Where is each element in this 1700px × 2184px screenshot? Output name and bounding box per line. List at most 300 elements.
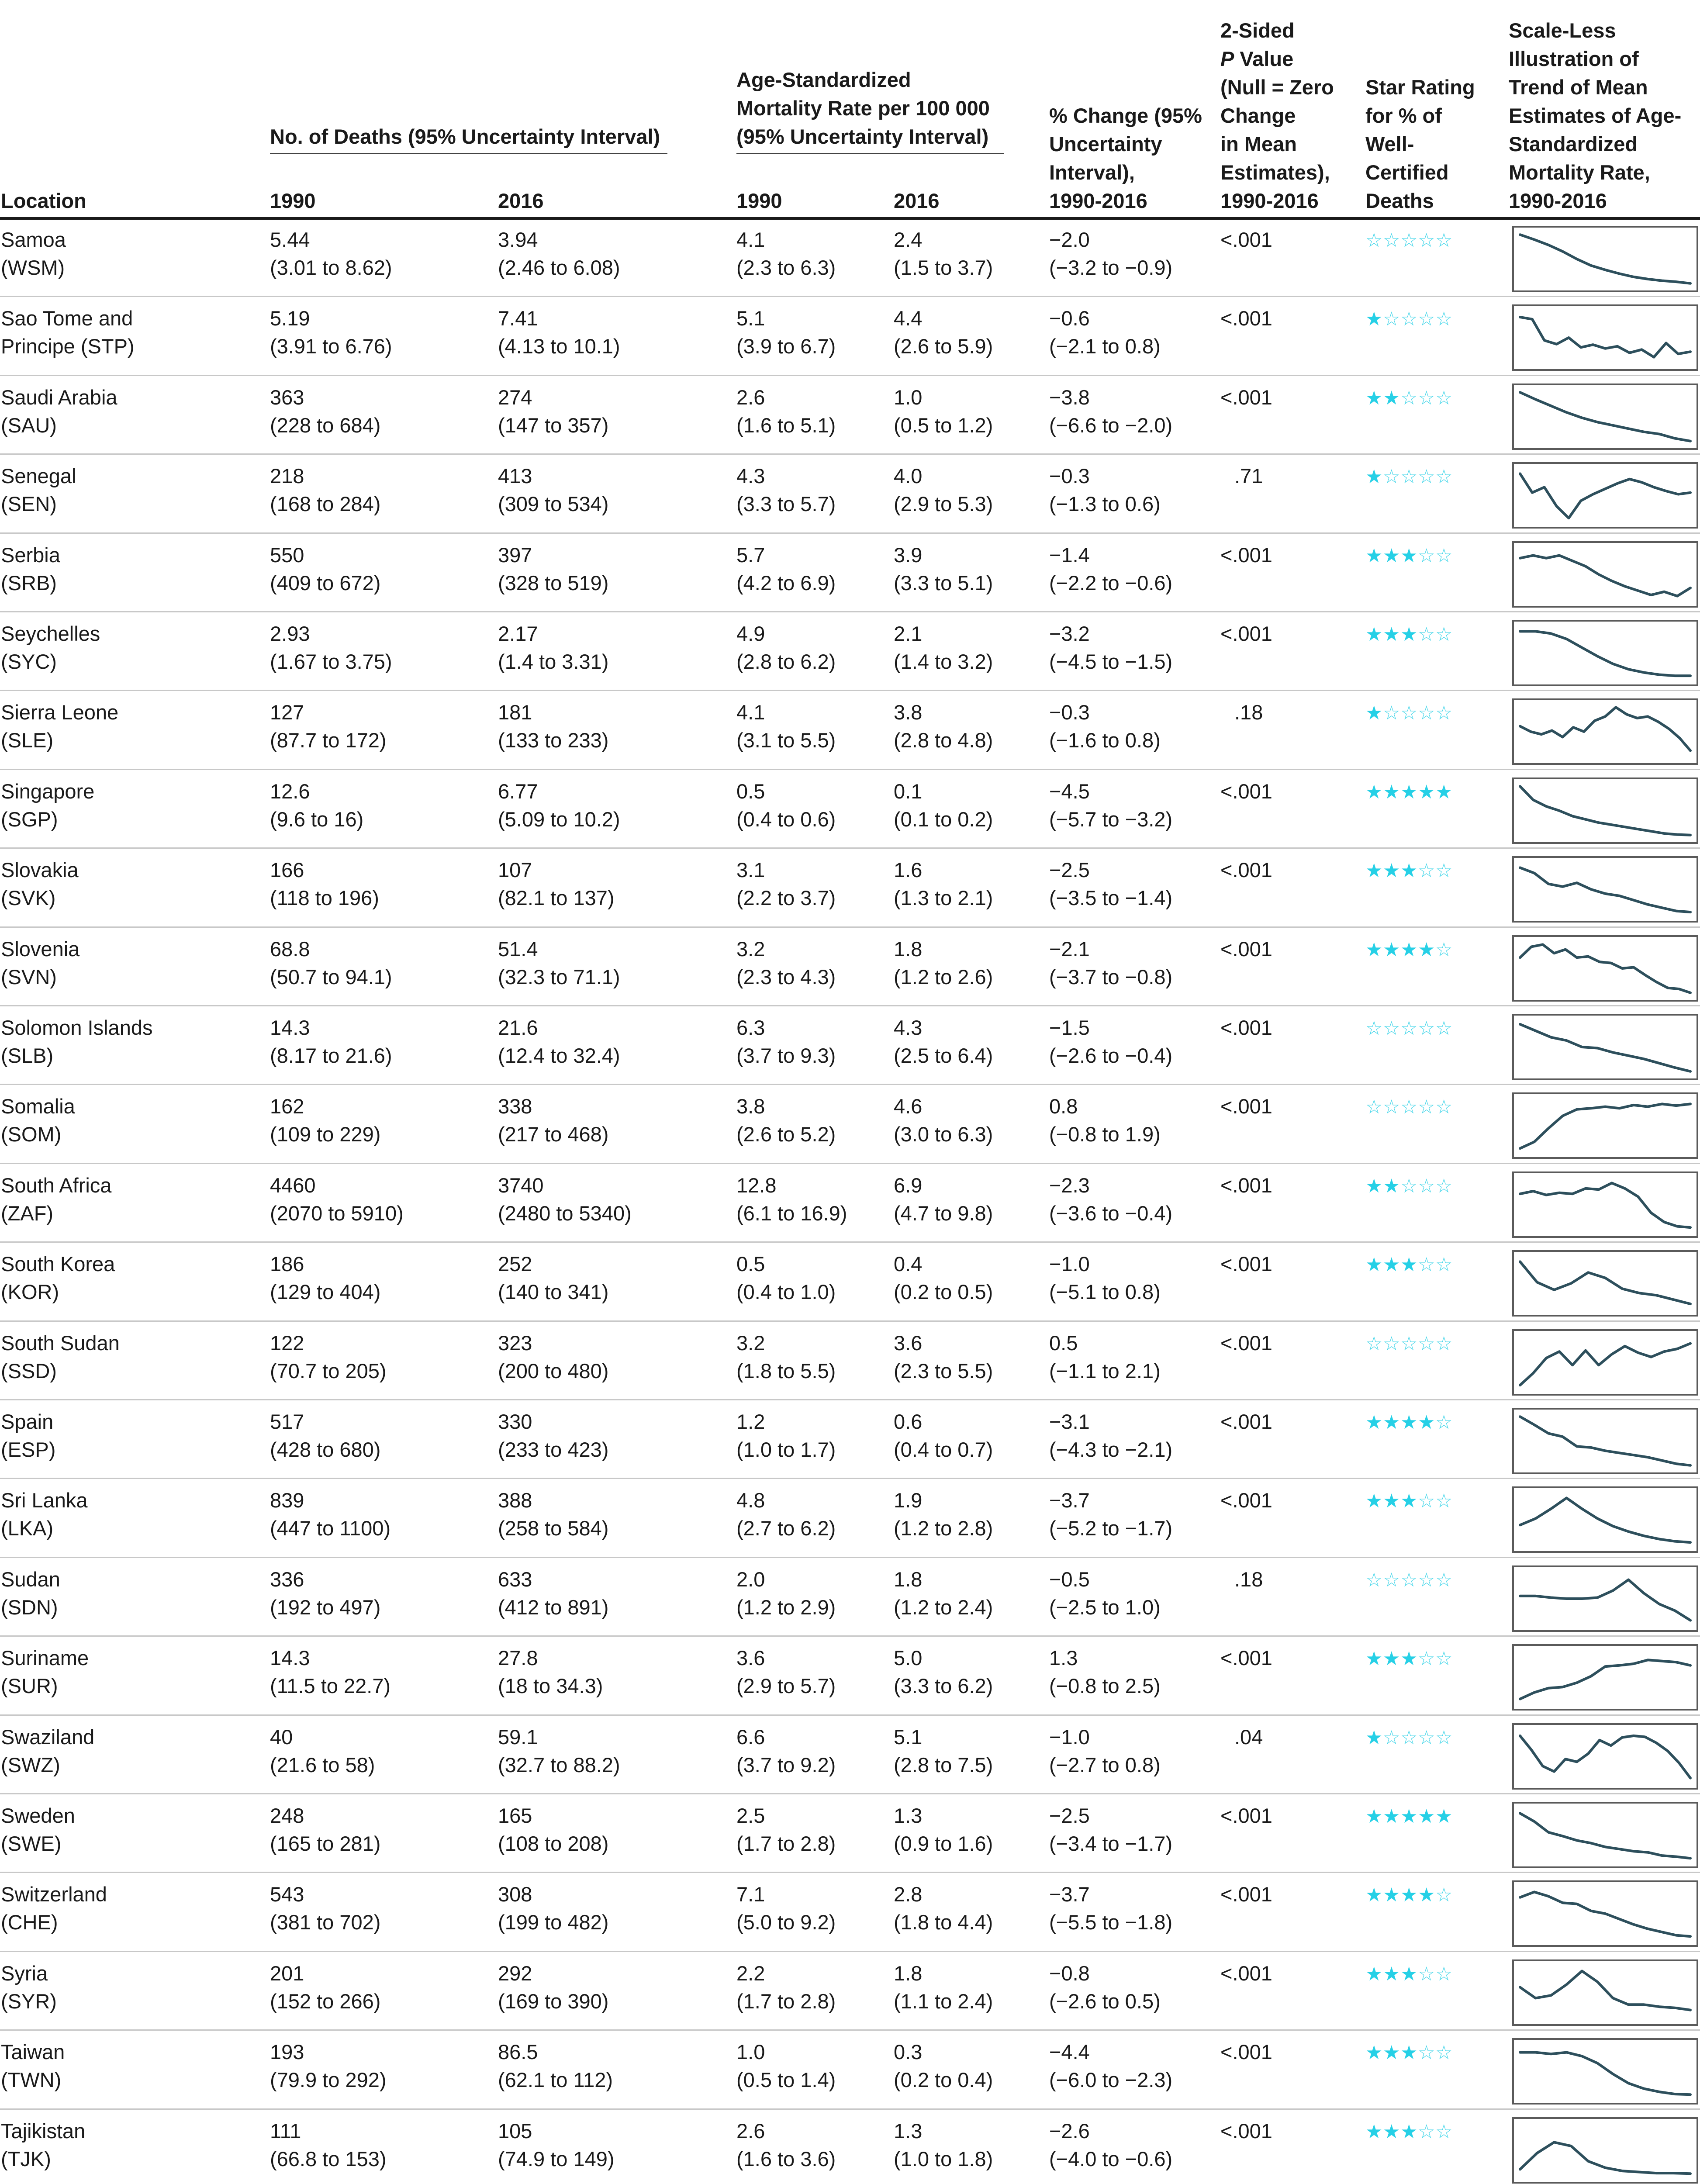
pct-change-value: 0.5 bbox=[1049, 1331, 1078, 1355]
deaths-2016-interval: (328 to 519) bbox=[498, 571, 609, 594]
pct-change-interval: (−5.2 to −1.7) bbox=[1049, 1517, 1173, 1540]
pvalue: <.001 bbox=[1220, 1804, 1272, 1827]
star-filled-icon: ★ bbox=[1400, 544, 1419, 567]
pvalue: <.001 bbox=[1220, 228, 1272, 251]
location-value: Spain bbox=[1, 1410, 54, 1433]
rate-1990-interval: (1.7 to 2.8) bbox=[736, 1832, 836, 1855]
deaths-2016-value: 633 bbox=[498, 1567, 532, 1591]
deaths-2016-value: 6.77 bbox=[498, 779, 538, 803]
location-value: Somalia bbox=[1, 1095, 75, 1118]
header-star-rating: Star Rating for % of Well- Certified Deaths bbox=[1365, 76, 1475, 212]
deaths-1990-interval: (87.7 to 172) bbox=[270, 729, 387, 752]
deaths-2016-value: 165 bbox=[498, 1804, 532, 1827]
trend-frame bbox=[1513, 1487, 1697, 1552]
row-separator bbox=[0, 1478, 1700, 1479]
trend-frame bbox=[1513, 1724, 1697, 1789]
deaths-2016-value: 21.6 bbox=[498, 1016, 538, 1039]
star-empty-icon: ☆ bbox=[1435, 229, 1454, 252]
star-filled-icon: ★ bbox=[1365, 1411, 1384, 1434]
rate-2016-value: 4.0 bbox=[894, 464, 923, 488]
pvalue: .18 bbox=[1234, 701, 1263, 724]
deaths-2016-interval: (74.9 to 149) bbox=[498, 2147, 615, 2170]
row-separator bbox=[0, 453, 1700, 455]
rate-1990-interval: (3.7 to 9.2) bbox=[736, 1753, 836, 1776]
deaths-2016-interval: (4.13 to 10.1) bbox=[498, 335, 620, 358]
rate-2016-interval: (2.8 to 4.8) bbox=[894, 729, 993, 752]
rate-1990-value: 4.1 bbox=[736, 228, 765, 251]
pvalue: <.001 bbox=[1220, 779, 1272, 803]
pvalue: .04 bbox=[1234, 1725, 1263, 1749]
rate-1990-value: 3.6 bbox=[736, 1646, 765, 1670]
location-interval: (SWZ) bbox=[1, 1753, 60, 1776]
rate-1990-value: 3.1 bbox=[736, 858, 765, 882]
location-value: Sudan bbox=[1, 1567, 60, 1591]
pct-change-value: −4.4 bbox=[1049, 2040, 1090, 2064]
deaths-2016-value: 330 bbox=[498, 1410, 532, 1433]
location-interval: Principe (STP) bbox=[1, 335, 135, 358]
location-value: Sao Tome and bbox=[1, 307, 133, 330]
location-value: Sweden bbox=[1, 1804, 75, 1827]
pvalue: <.001 bbox=[1220, 1095, 1272, 1118]
location-value: Suriname bbox=[1, 1646, 89, 1670]
rate-2016-value: 0.3 bbox=[894, 2040, 923, 2064]
header-trend: Scale-Less Illustration of Trend of Mean Estimates of Age- Standardized Mortality Rate, 1990-2016 bbox=[1509, 19, 1682, 212]
star-filled-icon: ★ bbox=[1365, 2120, 1384, 2143]
location-value: Slovenia bbox=[1, 937, 80, 961]
trend-sparkline bbox=[1512, 778, 1698, 844]
rate-1990-value: 2.6 bbox=[736, 385, 765, 409]
pvalue: <.001 bbox=[1220, 858, 1272, 882]
star-filled-icon: ★ bbox=[1383, 1254, 1401, 1276]
row-separator bbox=[0, 1084, 1700, 1085]
rate-2016-value: 4.6 bbox=[894, 1095, 923, 1118]
trend-frame bbox=[1513, 1015, 1697, 1079]
row-separator bbox=[0, 690, 1700, 691]
header-deaths-1990: 1990 bbox=[270, 189, 316, 212]
deaths-1990-value: 127 bbox=[270, 701, 304, 724]
header-rate-1990: 1990 bbox=[736, 189, 782, 212]
rate-2016-interval: (2.9 to 5.3) bbox=[894, 492, 993, 516]
pct-change-interval: (−0.8 to 2.5) bbox=[1049, 1674, 1161, 1698]
star-empty-icon: ☆ bbox=[1400, 466, 1419, 488]
star-filled-icon: ★ bbox=[1400, 1805, 1419, 1828]
deaths-2016-value: 51.4 bbox=[498, 937, 538, 961]
deaths-2016-value: 86.5 bbox=[498, 2040, 538, 2064]
star-empty-icon: ☆ bbox=[1418, 623, 1436, 646]
rate-2016-interval: (1.5 to 3.7) bbox=[894, 256, 993, 279]
star-empty-icon: ☆ bbox=[1435, 544, 1454, 567]
star-rating bbox=[1365, 1413, 1453, 1432]
star-empty-icon: ☆ bbox=[1418, 308, 1436, 331]
rate-2016-interval: (3.3 to 6.2) bbox=[894, 1674, 993, 1698]
deaths-1990-value: 111 bbox=[270, 2119, 301, 2143]
deaths-1990-value: 193 bbox=[270, 2040, 304, 2064]
deaths-1990-value: 40 bbox=[270, 1725, 293, 1749]
header-rate-group: Age-Standardized Mortality Rate per 100 000 (95% Uncertainty Interval) bbox=[736, 68, 990, 148]
pct-change-interval: (−6.6 to −2.0) bbox=[1049, 413, 1173, 437]
trend-sparkline bbox=[1512, 1329, 1698, 1396]
pvalue: <.001 bbox=[1220, 2040, 1272, 2064]
trend-frame bbox=[1513, 1330, 1697, 1395]
rate-2016-interval: (2.3 to 5.5) bbox=[894, 1359, 993, 1382]
star-rating bbox=[1365, 1886, 1453, 1905]
location-value: Singapore bbox=[1, 779, 95, 803]
trend-sparkline bbox=[1512, 304, 1698, 371]
trend-frame bbox=[1513, 1803, 1697, 1867]
star-filled-icon: ★ bbox=[1365, 544, 1384, 567]
star-filled-icon: ★ bbox=[1400, 1884, 1419, 1907]
star-filled-icon: ★ bbox=[1365, 1805, 1384, 1828]
star-filled-icon: ★ bbox=[1365, 1884, 1384, 1907]
deaths-1990-interval: (9.6 to 16) bbox=[270, 807, 364, 831]
rate-2016-interval: (0.1 to 0.2) bbox=[894, 807, 993, 831]
location-value: Taiwan bbox=[1, 2040, 65, 2064]
pvalue: <.001 bbox=[1220, 543, 1272, 567]
star-filled-icon: ★ bbox=[1400, 1254, 1419, 1276]
location-value: Tajikistan bbox=[1, 2119, 86, 2143]
star-empty-icon: ☆ bbox=[1435, 387, 1454, 409]
star-filled-icon: ★ bbox=[1365, 387, 1384, 409]
deaths-2016-interval: (108 to 208) bbox=[498, 1832, 609, 1855]
star-empty-icon: ☆ bbox=[1400, 387, 1419, 409]
star-empty-icon: ☆ bbox=[1418, 387, 1436, 409]
deaths-1990-interval: (66.8 to 153) bbox=[270, 2147, 387, 2170]
deaths-1990-value: 5.19 bbox=[270, 307, 310, 330]
deaths-2016-interval: (1.4 to 3.31) bbox=[498, 650, 609, 673]
pvalue: <.001 bbox=[1220, 1646, 1272, 1670]
location-interval: (CHE) bbox=[1, 1911, 58, 1934]
location-interval: (LKA) bbox=[1, 1517, 54, 1540]
deaths-2016-value: 107 bbox=[498, 858, 532, 882]
pvalue: .18 bbox=[1234, 1567, 1263, 1591]
deaths-2016-value: 413 bbox=[498, 464, 532, 488]
star-filled-icon: ★ bbox=[1383, 860, 1401, 882]
trend-sparkline bbox=[1512, 1408, 1698, 1474]
pct-change-value: 1.3 bbox=[1049, 1646, 1078, 1670]
rate-2016-interval: (2.5 to 6.4) bbox=[894, 1044, 993, 1067]
rate-1990-value: 0.5 bbox=[736, 779, 765, 803]
star-filled-icon: ★ bbox=[1435, 781, 1454, 803]
star-empty-icon: ☆ bbox=[1400, 1726, 1419, 1749]
rate-2016-interval: (3.0 to 6.3) bbox=[894, 1123, 993, 1146]
rate-2016-interval: (1.2 to 2.8) bbox=[894, 1517, 993, 1540]
star-rating bbox=[1365, 783, 1453, 802]
rate-1990-value: 1.2 bbox=[736, 1410, 765, 1433]
deaths-1990-value: 162 bbox=[270, 1095, 304, 1118]
deaths-1990-value: 218 bbox=[270, 464, 304, 488]
star-empty-icon: ☆ bbox=[1383, 229, 1401, 252]
star-filled-icon: ★ bbox=[1400, 1490, 1419, 1513]
trend-sparkline bbox=[1512, 1959, 1698, 2026]
location-interval: (SVK) bbox=[1, 886, 56, 910]
rate-2016-value: 0.6 bbox=[894, 1410, 923, 1433]
deaths-2016-interval: (169 to 390) bbox=[498, 1989, 609, 2013]
row-separator bbox=[0, 375, 1700, 376]
trend-sparkline bbox=[1512, 1250, 1698, 1317]
row-separator bbox=[0, 1714, 1700, 1716]
star-empty-icon: ☆ bbox=[1400, 1017, 1419, 1040]
star-filled-icon: ★ bbox=[1383, 1805, 1401, 1828]
location-value: South Korea bbox=[1, 1252, 115, 1276]
star-filled-icon: ★ bbox=[1383, 938, 1401, 961]
pct-change-interval: (−4.0 to −0.6) bbox=[1049, 2147, 1173, 2170]
deaths-2016-interval: (2.46 to 6.08) bbox=[498, 256, 620, 279]
star-filled-icon: ★ bbox=[1400, 938, 1419, 961]
star-empty-icon: ☆ bbox=[1418, 544, 1436, 567]
location-value: Seychelles bbox=[1, 622, 100, 645]
location-value: South Sudan bbox=[1, 1331, 120, 1355]
trend-sparkline bbox=[1512, 541, 1698, 608]
row-separator bbox=[0, 1557, 1700, 1558]
pct-change-interval: (−1.3 to 0.6) bbox=[1049, 492, 1161, 516]
deaths-1990-interval: (118 to 196) bbox=[270, 886, 379, 910]
row-separator bbox=[0, 1241, 1700, 1243]
trend-sparkline bbox=[1512, 1486, 1698, 1553]
star-empty-icon: ☆ bbox=[1435, 1411, 1454, 1434]
star-filled-icon: ★ bbox=[1365, 702, 1384, 725]
location-interval: (SYC) bbox=[1, 650, 57, 673]
star-filled-icon: ★ bbox=[1365, 1963, 1384, 1985]
star-empty-icon: ☆ bbox=[1435, 2042, 1454, 2064]
star-filled-icon: ★ bbox=[1400, 623, 1419, 646]
header-deaths-2016: 2016 bbox=[498, 189, 544, 212]
location-value: Syria bbox=[1, 1961, 48, 1985]
rate-2016-value: 4.3 bbox=[894, 1016, 923, 1039]
trend-frame bbox=[1513, 857, 1697, 922]
location-value: Samoa bbox=[1, 228, 66, 251]
pvalue: <.001 bbox=[1220, 1016, 1272, 1039]
trend-sparkline bbox=[1512, 2117, 1698, 2184]
rate-1990-interval: (2.7 to 6.2) bbox=[736, 1517, 836, 1540]
star-filled-icon: ★ bbox=[1418, 1411, 1436, 1434]
star-filled-icon: ★ bbox=[1400, 781, 1419, 803]
pct-change-interval: (−2.6 to −0.4) bbox=[1049, 1044, 1173, 1067]
row-separator bbox=[0, 2108, 1700, 2110]
star-filled-icon: ★ bbox=[1418, 781, 1436, 803]
pct-change-interval: (−2.7 to 0.8) bbox=[1049, 1753, 1161, 1776]
rate-2016-interval: (0.2 to 0.4) bbox=[894, 2068, 993, 2092]
pct-change-interval: (−3.2 to −0.9) bbox=[1049, 256, 1173, 279]
star-rating bbox=[1365, 231, 1453, 250]
trend-sparkline bbox=[1512, 462, 1698, 529]
star-filled-icon: ★ bbox=[1365, 1175, 1384, 1197]
pct-change-interval: (−1.6 to 0.8) bbox=[1049, 729, 1161, 752]
deaths-1990-value: 248 bbox=[270, 1804, 304, 1827]
location-interval: (ZAF) bbox=[1, 1201, 54, 1225]
rate-2016-interval: (1.8 to 4.4) bbox=[894, 1911, 993, 1934]
star-filled-icon: ★ bbox=[1383, 1175, 1401, 1197]
location-interval: (SYR) bbox=[1, 1989, 57, 2013]
pvalue: <.001 bbox=[1220, 307, 1272, 330]
row-separator bbox=[0, 611, 1700, 612]
deaths-1990-value: 201 bbox=[270, 1961, 304, 1985]
trend-sparkline bbox=[1512, 1014, 1698, 1080]
row-separator bbox=[0, 847, 1700, 849]
star-empty-icon: ☆ bbox=[1435, 623, 1454, 646]
location-value: Senegal bbox=[1, 464, 76, 488]
pvalue: <.001 bbox=[1220, 1331, 1272, 1355]
pct-change-value: −1.4 bbox=[1049, 543, 1090, 567]
rate-1990-interval: (1.0 to 1.7) bbox=[736, 1438, 836, 1461]
star-rating bbox=[1365, 546, 1453, 566]
rate-2016-value: 2.8 bbox=[894, 1883, 923, 1906]
star-rating bbox=[1365, 625, 1453, 644]
header-pct-change: % Change (95% Uncertainty Interval), 1990-2016 bbox=[1049, 104, 1202, 212]
location-interval: (TWN) bbox=[1, 2068, 62, 2092]
pct-change-interval: (−4.5 to −1.5) bbox=[1049, 650, 1173, 673]
deaths-1990-interval: (165 to 281) bbox=[270, 1832, 381, 1855]
rate-1990-interval: (0.5 to 1.4) bbox=[736, 2068, 836, 2092]
rate-2016-interval: (0.4 to 0.7) bbox=[894, 1438, 993, 1461]
trend-sparkline bbox=[1512, 856, 1698, 923]
row-separator bbox=[0, 1635, 1700, 1637]
pvalue: <.001 bbox=[1220, 1883, 1272, 1906]
deaths-2016-value: 323 bbox=[498, 1331, 532, 1355]
star-filled-icon: ★ bbox=[1365, 1648, 1384, 1670]
location-interval: (SDN) bbox=[1, 1595, 58, 1619]
star-filled-icon: ★ bbox=[1383, 544, 1401, 567]
location-interval: (SEN) bbox=[1, 492, 57, 516]
star-empty-icon: ☆ bbox=[1418, 1096, 1436, 1119]
star-rating bbox=[1365, 1098, 1453, 1117]
star-rating bbox=[1365, 1492, 1453, 1511]
pct-change-value: −2.5 bbox=[1049, 1804, 1090, 1827]
star-filled-icon: ★ bbox=[1400, 2042, 1419, 2064]
rate-1990-value: 0.5 bbox=[736, 1252, 765, 1276]
star-empty-icon: ☆ bbox=[1435, 1017, 1454, 1040]
star-empty-icon: ☆ bbox=[1418, 1963, 1436, 1985]
star-empty-icon: ☆ bbox=[1383, 308, 1401, 331]
deaths-1990-interval: (1.67 to 3.75) bbox=[270, 650, 392, 673]
star-empty-icon: ☆ bbox=[1418, 2120, 1436, 2143]
star-empty-icon: ☆ bbox=[1365, 1017, 1384, 1040]
star-filled-icon: ★ bbox=[1365, 308, 1384, 331]
row-separator bbox=[0, 2029, 1700, 2031]
location-value: Sierra Leone bbox=[1, 701, 119, 724]
pct-change-value: −3.8 bbox=[1049, 385, 1090, 409]
pct-change-interval: (−5.5 to −1.8) bbox=[1049, 1911, 1173, 1934]
star-empty-icon: ☆ bbox=[1418, 1490, 1436, 1513]
rate-2016-interval: (1.3 to 2.1) bbox=[894, 886, 993, 910]
location-interval: (KOR) bbox=[1, 1280, 59, 1304]
star-empty-icon: ☆ bbox=[1435, 1963, 1454, 1985]
pct-change-value: 0.8 bbox=[1049, 1095, 1078, 1118]
rate-1990-interval: (0.4 to 1.0) bbox=[736, 1280, 836, 1304]
star-filled-icon: ★ bbox=[1365, 938, 1384, 961]
location-interval: (SWE) bbox=[1, 1832, 62, 1855]
rate-2016-interval: (2.8 to 7.5) bbox=[894, 1753, 993, 1776]
deaths-1990-value: 14.3 bbox=[270, 1016, 310, 1039]
rate-1990-value: 2.5 bbox=[736, 1804, 765, 1827]
star-filled-icon: ★ bbox=[1383, 387, 1401, 409]
star-empty-icon: ☆ bbox=[1435, 1884, 1454, 1907]
deaths-2016-interval: (217 to 468) bbox=[498, 1123, 609, 1146]
rate-2016-interval: (1.4 to 3.2) bbox=[894, 650, 993, 673]
star-rating bbox=[1365, 2043, 1453, 2063]
header-rule bbox=[0, 217, 1700, 220]
pct-change-interval: (−3.7 to −0.8) bbox=[1049, 965, 1173, 988]
star-filled-icon: ★ bbox=[1365, 781, 1384, 803]
deaths-1990-value: 543 bbox=[270, 1883, 304, 1906]
star-empty-icon: ☆ bbox=[1418, 1254, 1436, 1276]
trend-frame bbox=[1513, 463, 1697, 528]
row-separator bbox=[0, 1320, 1700, 1322]
pct-change-interval: (−2.1 to 0.8) bbox=[1049, 335, 1161, 358]
deaths-2016-value: 3.94 bbox=[498, 228, 538, 251]
star-filled-icon: ★ bbox=[1383, 1648, 1401, 1670]
deaths-1990-interval: (50.7 to 94.1) bbox=[270, 965, 392, 988]
row-separator bbox=[0, 1951, 1700, 1952]
rate-1990-interval: (2.3 to 4.3) bbox=[736, 965, 836, 988]
deaths-1990-interval: (2070 to 5910) bbox=[270, 1201, 404, 1225]
rate-1990-value: 1.0 bbox=[736, 2040, 765, 2064]
pvalue: <.001 bbox=[1220, 1489, 1272, 1512]
rate-1990-interval: (3.7 to 9.3) bbox=[736, 1044, 836, 1067]
pct-change-value: −2.5 bbox=[1049, 858, 1090, 882]
star-empty-icon: ☆ bbox=[1435, 2120, 1454, 2143]
star-filled-icon: ★ bbox=[1365, 2042, 1384, 2064]
trend-frame bbox=[1513, 1566, 1697, 1631]
pvalue: <.001 bbox=[1220, 1961, 1272, 1985]
location-value: Swaziland bbox=[1, 1725, 95, 1749]
rate-1990-value: 2.0 bbox=[736, 1567, 765, 1591]
deaths-1990-interval: (409 to 672) bbox=[270, 571, 381, 594]
star-filled-icon: ★ bbox=[1418, 1805, 1436, 1828]
trend-frame bbox=[1513, 305, 1697, 370]
trend-sparkline bbox=[1512, 1565, 1698, 1632]
deaths-2016-value: 292 bbox=[498, 1961, 532, 1985]
trend-frame bbox=[1513, 1093, 1697, 1158]
star-rating bbox=[1365, 704, 1453, 723]
star-empty-icon: ☆ bbox=[1383, 702, 1401, 725]
pct-change-value: −3.1 bbox=[1049, 1410, 1090, 1433]
deaths-1990-interval: (447 to 1100) bbox=[270, 1517, 391, 1540]
trend-frame bbox=[1513, 1960, 1697, 2025]
rate-2016-value: 2.4 bbox=[894, 228, 923, 251]
rate-2016-interval: (1.0 to 1.8) bbox=[894, 2147, 993, 2170]
rate-2016-value: 0.4 bbox=[894, 1252, 923, 1276]
star-filled-icon: ★ bbox=[1383, 1884, 1401, 1907]
pct-change-interval: (−3.4 to −1.7) bbox=[1049, 1832, 1173, 1855]
location-interval: (SLB) bbox=[1, 1044, 54, 1067]
deaths-2016-interval: (309 to 534) bbox=[498, 492, 609, 516]
pvalue: <.001 bbox=[1220, 1252, 1272, 1276]
deaths-2016-interval: (233 to 423) bbox=[498, 1438, 609, 1461]
rate-1990-interval: (1.6 to 3.6) bbox=[736, 2147, 836, 2170]
rate-1990-interval: (2.9 to 5.7) bbox=[736, 1674, 836, 1698]
star-empty-icon: ☆ bbox=[1435, 308, 1454, 331]
star-empty-icon: ☆ bbox=[1400, 1096, 1419, 1119]
rate-2016-value: 5.0 bbox=[894, 1646, 923, 1670]
pct-change-value: −0.5 bbox=[1049, 1567, 1090, 1591]
location-interval: (SUR) bbox=[1, 1674, 58, 1698]
star-empty-icon: ☆ bbox=[1435, 1096, 1454, 1119]
pvalue: <.001 bbox=[1220, 937, 1272, 961]
deaths-1990-value: 166 bbox=[270, 858, 304, 882]
star-rating bbox=[1365, 1571, 1453, 1590]
rate-2016-interval: (1.2 to 2.6) bbox=[894, 965, 993, 988]
rate-1990-value: 4.1 bbox=[736, 701, 765, 724]
deaths-1990-value: 517 bbox=[270, 1410, 304, 1433]
location-interval: (WSM) bbox=[1, 256, 65, 279]
deaths-2016-value: 7.41 bbox=[498, 307, 538, 330]
star-empty-icon: ☆ bbox=[1365, 1332, 1384, 1355]
star-rating bbox=[1365, 1255, 1453, 1275]
star-empty-icon: ☆ bbox=[1400, 229, 1419, 252]
location-value: Switzerland bbox=[1, 1883, 107, 1906]
star-filled-icon: ★ bbox=[1400, 1411, 1419, 1434]
rate-2016-interval: (0.2 to 0.5) bbox=[894, 1280, 993, 1304]
